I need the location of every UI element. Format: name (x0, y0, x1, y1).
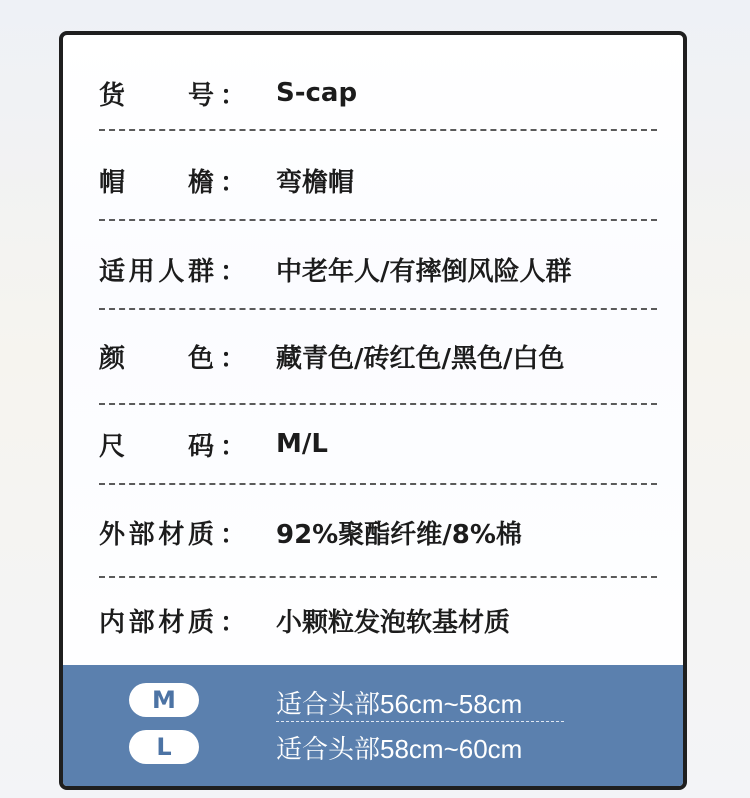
label-char: 用 (128, 256, 155, 287)
row-divider (99, 129, 657, 131)
label-char: 部 (128, 519, 155, 550)
spec-row-outer-material (99, 512, 657, 552)
row-divider (99, 308, 657, 310)
size-pill-m: M (129, 683, 199, 717)
label-colon: ： (220, 519, 247, 550)
label-char: 人 (158, 256, 185, 287)
label-colon: ： (220, 343, 247, 374)
spec-label (99, 514, 247, 551)
spec-row-brim (99, 160, 657, 200)
label-char: 适 (99, 256, 126, 287)
size-spec-card (59, 31, 687, 790)
size-description-l: 适合头部58cm~60cm (276, 734, 523, 764)
spec-row-size (99, 424, 657, 464)
size-pill-l: L (129, 730, 199, 764)
label-char: 颜 (99, 343, 126, 374)
row-divider (99, 576, 657, 578)
label-char: 檐 (187, 167, 214, 198)
label-char: 外 (99, 519, 126, 550)
spec-label (99, 426, 247, 463)
row-divider (99, 483, 657, 485)
label-colon: ： (220, 80, 247, 111)
spec-value: 小颗粒发泡软基材质 (276, 607, 511, 638)
label-colon: ： (220, 607, 247, 638)
spec-label (99, 162, 247, 199)
spec-label (99, 602, 247, 639)
spec-label (99, 75, 247, 112)
label-char: 部 (128, 607, 155, 638)
spec-value: 藏青色/砖红色/黑色/白色 (276, 343, 565, 374)
label-char: 码 (187, 431, 214, 462)
row-divider (99, 403, 657, 405)
spec-value: 92%聚酯纤维/8%棉 (276, 519, 522, 550)
spec-label (99, 251, 247, 288)
spec-row-colors (99, 336, 657, 376)
label-char: 内 (99, 607, 126, 638)
label-char: 群 (187, 256, 214, 287)
label-char: 质 (187, 607, 214, 638)
size-divider (276, 721, 564, 722)
label-char: 货 (99, 80, 126, 111)
label-char: 号 (187, 80, 214, 111)
size-description-m: 适合头部56cm~58cm (276, 689, 523, 719)
spec-value: 弯檐帽 (276, 167, 355, 198)
label-colon: ： (220, 256, 247, 287)
label-char: 材 (158, 519, 185, 550)
label-colon: ： (220, 431, 247, 462)
spec-row-item-number (99, 73, 657, 113)
label-char: 帽 (99, 167, 126, 198)
spec-value: S-cap (276, 78, 358, 108)
label-char: 质 (187, 519, 214, 550)
spec-row-target-users (99, 249, 657, 289)
label-colon: ： (220, 167, 247, 198)
spec-label (99, 338, 247, 375)
label-char: 尺 (99, 431, 126, 462)
label-char: 材 (158, 607, 185, 638)
label-char: 色 (187, 343, 214, 374)
spec-value: 中老年人/有摔倒风险人群 (276, 256, 572, 287)
row-divider (99, 219, 657, 221)
spec-value: M/L (276, 429, 328, 459)
spec-row-inner-material (99, 600, 657, 640)
